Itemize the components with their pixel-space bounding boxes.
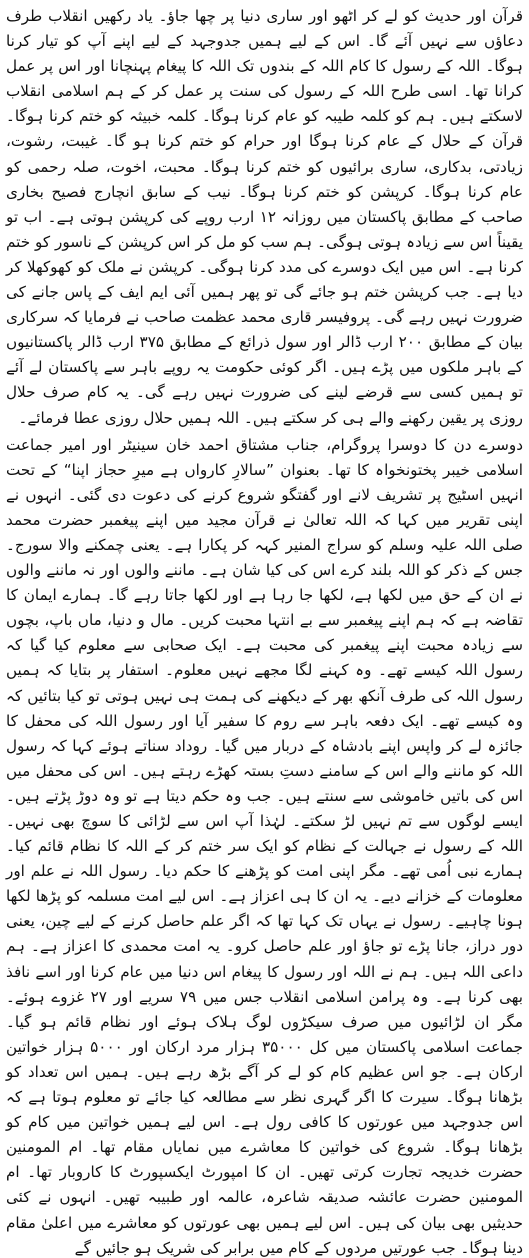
body-paragraph-1: قرآن اور حدیث کو لے کر اٹھو اور ساری دنیا پر چھا جاؤ۔ یاد رکھیں انقلاب طرف دعاؤں سے نہیں آئے گا۔ اس کے لیے ہمیں جدوجہد کے لیے اپنے آپ کو تیار کرنا ہوگا۔ اللہ کے رسول کا کام اللہ کے بندوں تک اللہ کا پیغام پہنچانا اور اس پر عمل کرانا تھا۔ اسی طرح اللہ کے رسول کی سنت پر عمل کر کے ہم اسلامی انقلاب لاسکتے ہیں۔ ہم کو کلمہ طیبہ کو عام کرنا ہوگا۔ کلمہ خبیثہ کو ختم کرنا ہوگا۔ قرآن کے حلال کے عام کرنا ہوگا اور حرام کو ختم کرنا ہو گا۔ غیبت، رشوت، زیادتی، بدکاری، ساری برائیوں کو ختم کرنا ہوگا۔ محبت، اخوت، صلہ رحمی کو عام کرنا ہوگا۔ کرپشن کو ختم کرنا ہوگا۔ نیب کے سابق انچارج فصیح بخاری صاحب کے مطابق پاکستان میں روزانہ ۱۲ ارب روپے کی کرپشن ہوتی ہے۔ اب تو یقیناً اس سے زیادہ ہوتی ہوگی۔ ہم سب کو مل کر اس کرپشن کے ناسور کو ختم کرنا ہے۔ اس میں ایک دوسرے کی مدد کرنا ہوگی۔ کرپشن نے ملک کو کھوکھلا کر دیا ہے۔ جب کرپشن ختم ہو جائے گی تو پھر ہمیں آئی ایم ایف کے پاس جانے کی ضرورت نہیں رہے گی۔ پروفیسر قاری محمد عظمت صاحب نے فرمایا کہ سرکاری بیان کے مطابق ۲۰۰ ارب ڈالر اور سول ذرائع کے مطابق ۳۷۵ ارب ڈالر پاکستانیوں کے باہر ملکوں میں پڑے ہیں۔ اگر کوئی حکومت یہ روپے باہر سے پاکستان لے آئے تو ہمیں کسی سے قرضے لینے کی ضرورت نہیں رہے گی۔ یہ کام صرف حلال روزی پر یقین رکھنے والے ہی کر سکتے ہیں۔ اللہ ہمیں حلال روزی عطا فرمائے۔ bbox=[6, 7, 523, 427]
body-paragraph-2: دوسرے دن کا دوسرا پروگرام، جناب مشتاق احمد خان سینیٹر اور امیر جماعت اسلامی خیبر پختونخواہ کا تھا۔ بعنوان ”سالارِ کارواں ہے میرِ حجاز اپنا“ کے تحت انہیں اسٹیج پر تشریف لانے اور گفتگو شروع کرنے کی دعوت دی گئی۔ انہوں نے اپنی تقریر میں کہا کہ اللہ تعالیٰ نے قرآن مجید میں اپنے پیغمبر حضرت محمد صلی اللہ علیہ وسلم کو سراج المنیر کہہ کر پکارا ہے۔ یعنی چمکنے والا سورج۔ جس کے ذکر کو اللہ بلند کرے اس کی کیا شان ہے۔ ماننے والوں اور نہ ماننے والوں نے ان کے حق میں لکھا ہے، لکھا جا رہا ہے اور لکھا جاتا رہے گا۔ ہمارے ایمان کا تقاضہ ہے کہ ہم اپنے پیغمبر سے بے انتہا محبت کریں۔ مال و دنیا، ماں باپ، بچوں سے زیادہ محبت اپنے پیغمبر کی محبت ہے۔ ایک صحابی سے معلوم کیا گیا کہ رسول اللہ کیسے تھے۔ وہ کہنے لگا مجھے نہیں معلوم۔ استفار پر بتایا کہ ہمیں رسول اللہ کی طرف آنکھ بھر کے دیکھنے کی ہمت ہی نہیں ہوتی تو کیا بتائیں کہ وہ کیسے تھے۔ ایک دفعہ باہر سے روم کا سفیر آیا اور رسول اللہ کی محفل کا جائزہ لے کر واپس اپنے بادشاہ کے دربار میں گیا۔ روداد سناتے ہوئے کہا کہ رسول اللہ کو ماننے والے اس کے سامنے دستِ بستہ کھڑے رہتے ہیں۔ اس کی محفل میں اس کی باتیں خاموشی سے سنتے ہیں۔ جب وہ حکم دیتا ہے تو وہ دوڑ پڑتے ہیں۔ ایسے لوگوں سے تم نہیں لڑ سکتے۔ لہٰذا آپ اس سے لڑائی کا سوچ بھی نہیں۔ اللہ کے رسول نے جہالت کے نظام کو ایک سر ختم کر کے اللہ کا نظام قائم کیا۔ ہمارے نبی اُمی تھے۔ مگر اپنی امت کو پڑھنے کا حکم دیا۔ رسول اللہ نے علم اور معلومات کے خزانے دیے۔ یہ ان کا ہی اعزاز ہے۔ اس لیے امت مسلمہ کو پڑھا لکھا ہونا چاہیے۔ رسول نے یہاں تک کہا تھا کہ اگر علم حاصل کرنے کے لیے چین، یعنی دور دراز، جانا پڑے تو جاؤ اور علم حاصل کرو۔ یہ امت محمدی کا اعزاز ہے۔ ہم داعی اللہ ہیں۔ ہم نے اللہ اور رسول کا پیغام اس دنیا میں عام کرنا اور اسے نافذ بھی کرنا ہے۔ وہ پرامن اسلامی انقلاب جس میں ۷۹ سریے اور ۲۷ غزوے ہوئے۔ مگر ان لڑائیوں میں صرف سیکڑوں لوگ ہلاک ہوئے اور نظام قائم ہو گیا۔ جماعت اسلامی پاکستان میں کل ۳۵۰۰۰ ہزار مرد ارکان اور ۵۰۰۰ ہزار خواتین ارکان ہے۔ جو اس عظیم کام کو لے کر آگے بڑھ رہے ہیں۔ ہمیں اس تعداد کو بڑھانا ہوگا۔ سیرت کا اگر گہری نظر سے مطالعہ کیا جائے تو معلوم ہوتا ہے کہ اس جدوجہد میں عورتوں کا کافی رول ہے۔ اس لیے ہمیں خواتین میں کام کو بڑھانا ہوگا۔ شروع کی خواتین کا معاشرے میں نمایاں مقام تھا۔ ام المومنین حضرت خدیجہ تجارت کرتی تھیں۔ ان کا امپورٹ ایکسپورٹ کا کاروبار تھا۔ ام المومنین حضرت عائشہ صدیقہ شاعرہ، عالمہ اور طبیبہ تھیں۔ انہوں نے کئی حدیثیں بھی بیان کی ہیں۔ اس لیے ہمیں بھی عورتوں کو معاشرے میں اعلیٰ مقام دینا ہوگا۔ جب عورتیں مردوں کے کام میں برابر کی شریک ہو جائیں گے bbox=[6, 435, 523, 1257]
